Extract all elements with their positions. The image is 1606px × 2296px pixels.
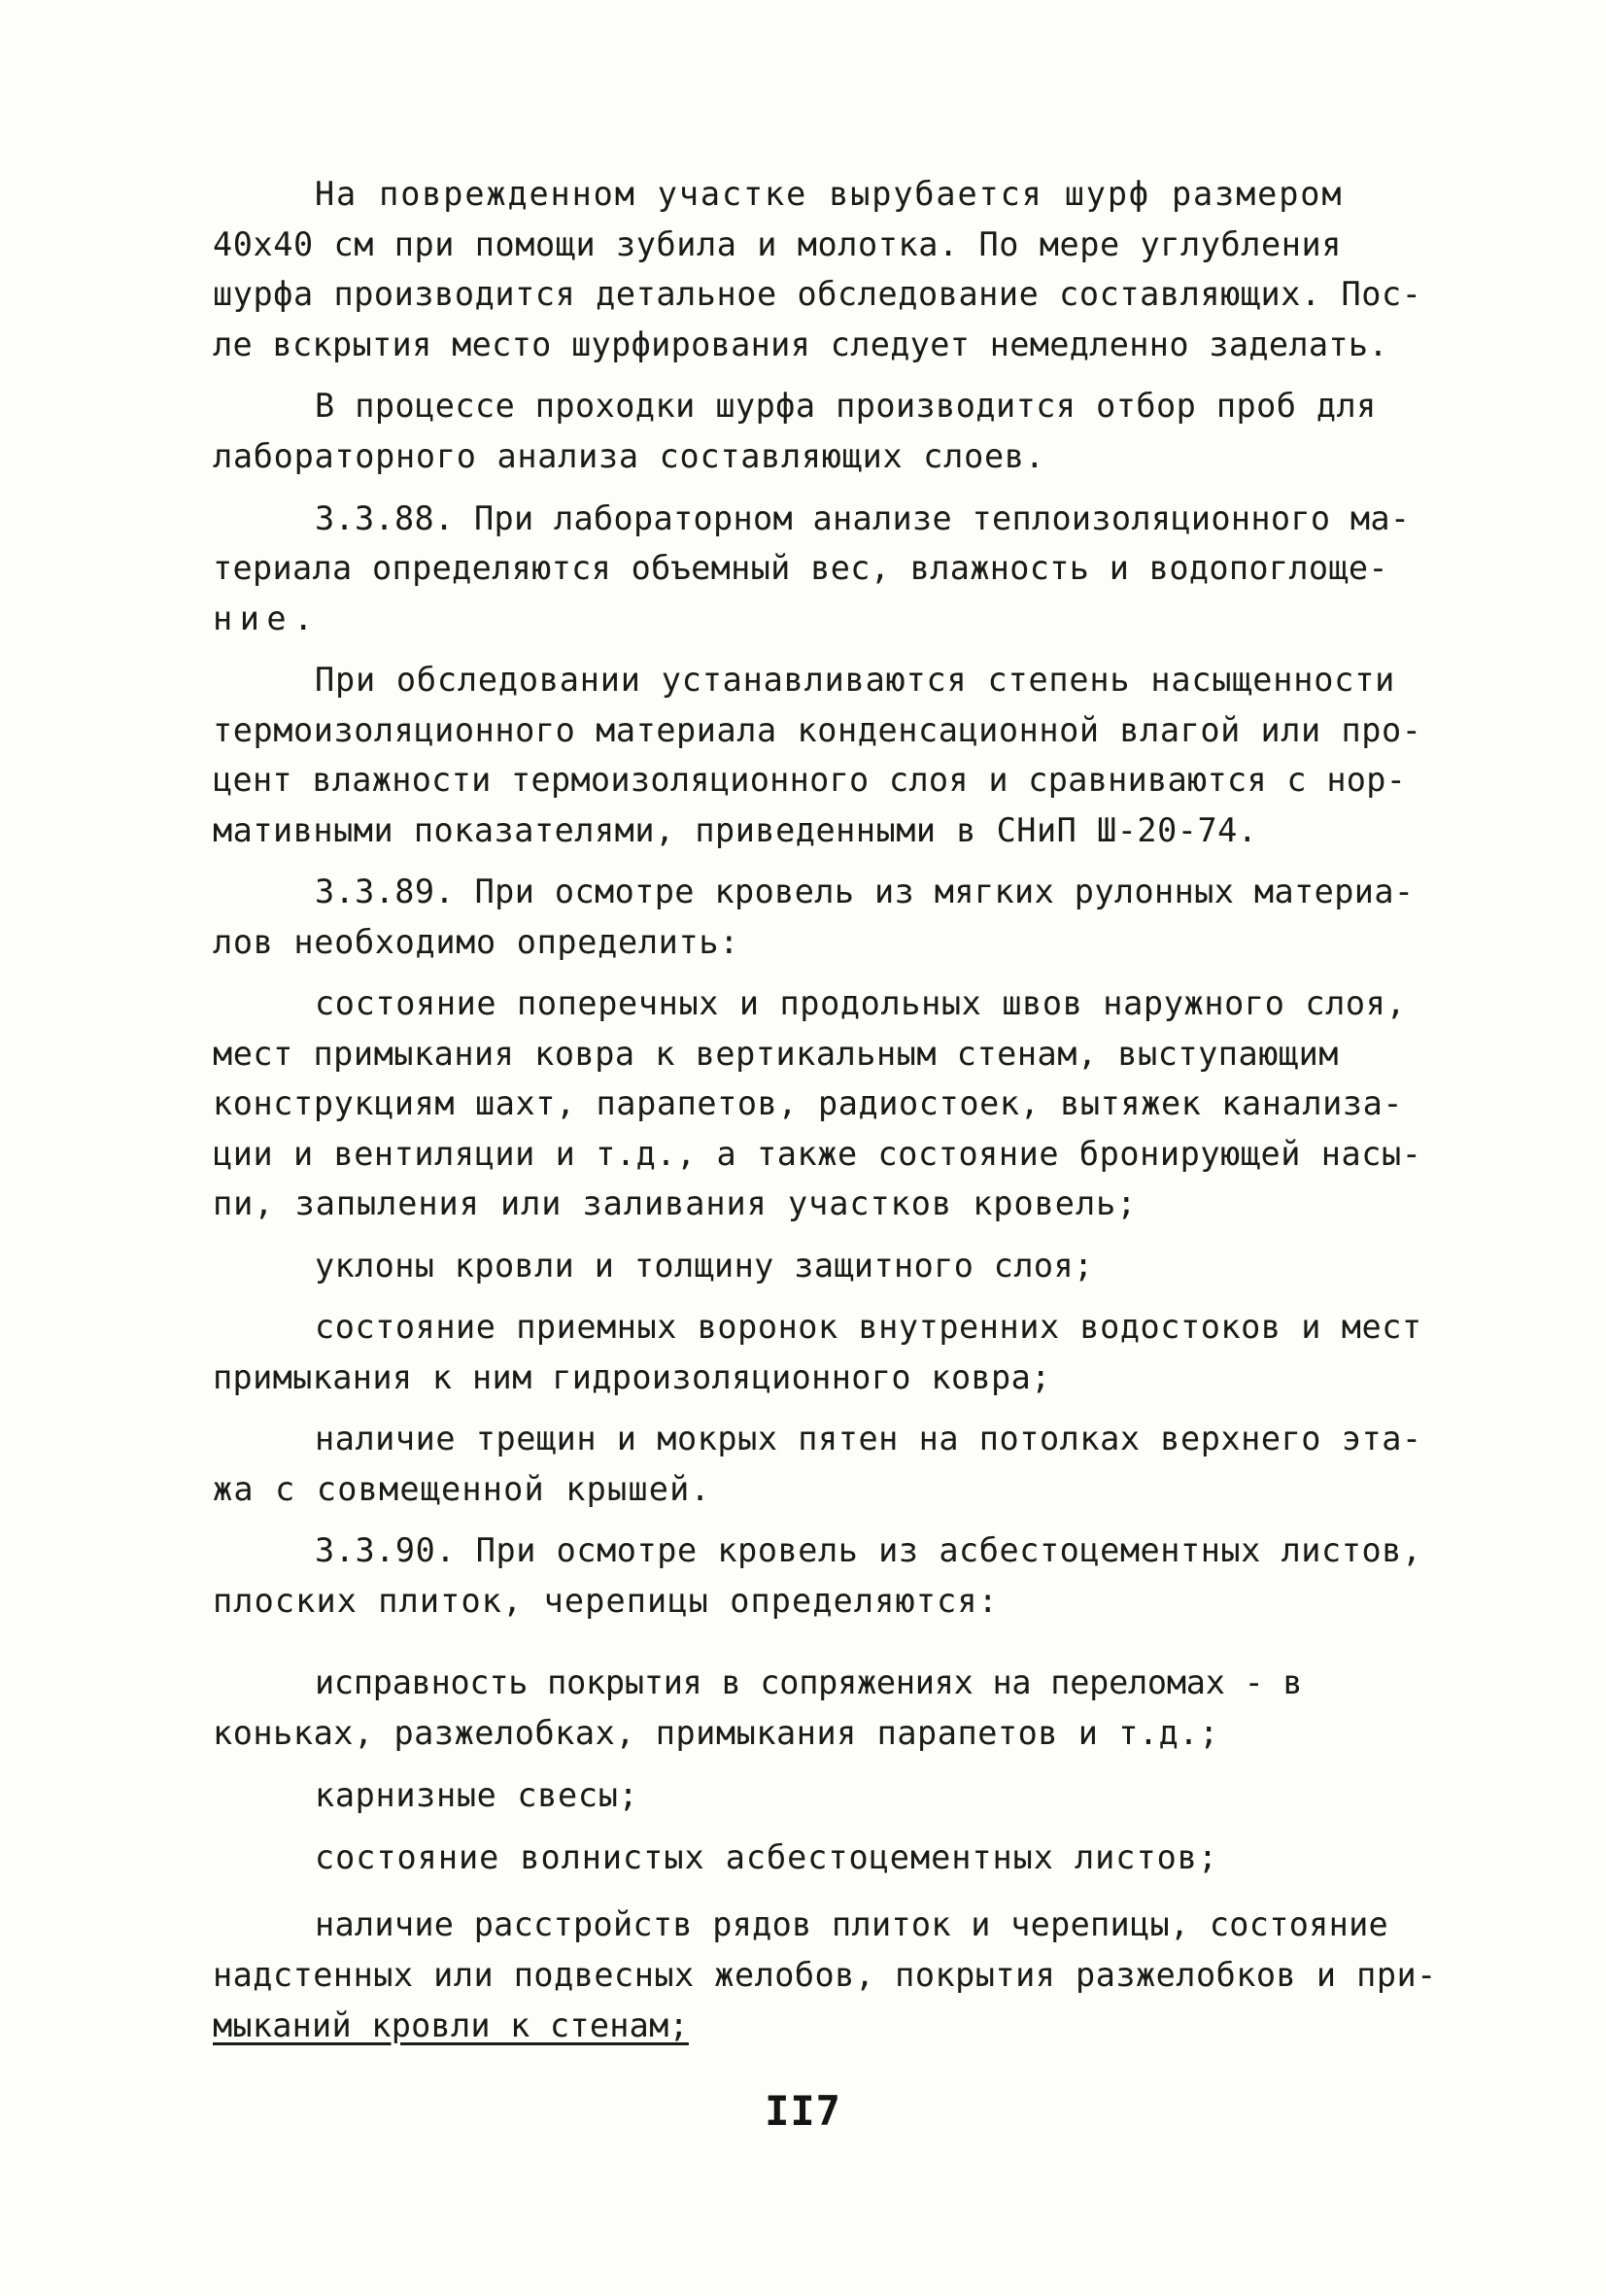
text-line: жа с совмещенной крышей. [213,1470,711,1508]
text-line: 3.3.90. При осмотре кровель из асбестоцементных листов, [315,1531,1422,1569]
text-line: В процессе проходки шурфа производится отбор проб для [315,387,1377,425]
text-line: состояние волнистых асбестоцементных листов; [315,1838,1218,1876]
text-line: ние. [213,600,321,637]
text-line: состояние приемных воронок внутренних водостоков и мест [315,1308,1422,1346]
text-line: 40x40 см при помощи зубила и молотка. По мере углубления [213,225,1343,263]
text-line: лов необходимо определить: [213,923,740,961]
page-number: II7 [765,2087,841,2135]
text-line: 3.3.88. При лабораторном анализе теплоизоляционного ма- [315,499,1411,537]
text-line: карнизные свесы; [315,1776,639,1814]
text-line: термоизоляционного материала конденсационной влагой или про- [213,711,1422,749]
text-line: шурфа производится детальное обследование составляющих. Пос- [213,275,1422,313]
text-line: состояние поперечных и продольных швов наружного слоя, [315,984,1407,1022]
text-line: надстенных или подвесных желобов, покрытия разжелобков и при- [213,1956,1437,1994]
text-line: мыканий кровли к стенам; [213,2006,689,2044]
text-line: плоских плиток, черепицы определяются: [213,1582,999,1620]
text-line: лабораторного анализа составляющих слоев. [213,437,1045,475]
text-line: При обследовании устанавливаются степень насыщенности [315,661,1396,699]
text-line: мативными показателями, приведенными в СНиП Ш-20-74. [213,811,1258,849]
text-line: наличие расстройств рядов плиток и черепицы, состояние [315,1905,1389,1943]
text-line: мест примыкания ковра к вертикальным стенам, выступающим [213,1035,1339,1073]
text-line: пи, запыления или заливания участков кровель; [213,1184,1138,1222]
text-line: конструкциям шахт, парапетов, радиостоек, вытяжек канализа- [213,1084,1404,1122]
text-line: цент влажности термоизоляционного слоя и сравниваются с нор- [213,761,1407,799]
text-line: наличие трещин и мокрых пятен на потолках верхнего эта- [315,1420,1422,1457]
text-line: ции и вентиляции и т.д., а также состояние бронирующей насы- [213,1135,1422,1173]
text-line: уклоны кровли и толщину защитного слоя; [315,1247,1094,1285]
text-line: примыкания к ним гидроизоляционного ковра; [213,1358,1051,1396]
text-line: коньках, разжелобках, примыкания парапетов и т.д.; [213,1714,1219,1752]
text-line: исправность покрытия в сопряжениях на переломах - в [315,1663,1303,1701]
text-line: териала определяются объемный вес, влажность и водопоглоще- [213,549,1388,587]
text-line: 3.3.89. При осмотре кровель из мягких рулонных материа- [315,873,1415,910]
text-line: На поврежденном участке вырубается шурф размером [315,175,1344,213]
text-line: ле вскрытия место шурфирования следует немедленно заделать. [213,326,1388,363]
